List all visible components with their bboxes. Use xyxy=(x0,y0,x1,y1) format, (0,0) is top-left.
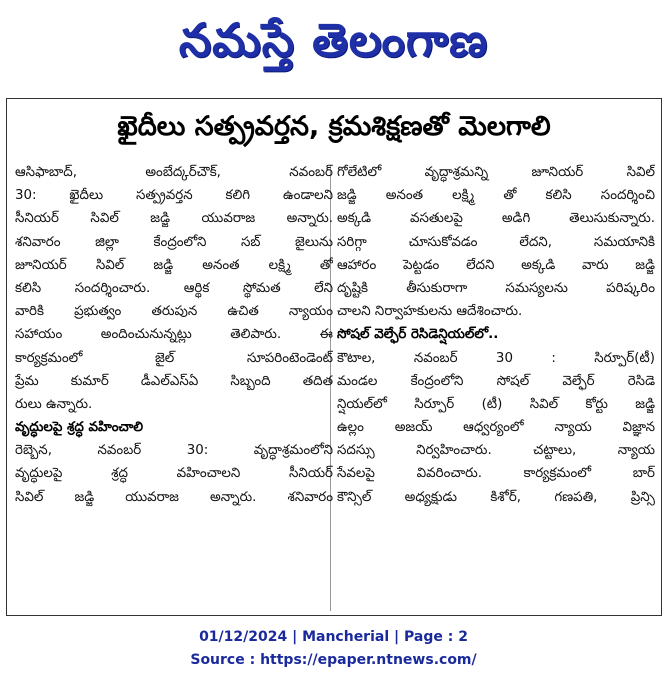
footer-dateline: 01/12/2024 | Mancherial | Page : 2 xyxy=(199,629,468,645)
right-subheading: సోషల్ వెల్ఫేర్ రెసిడెన్షియల్‌లో.. xyxy=(337,327,499,343)
text-line: కలిసి సందర్శించారు. ఆర్థిక స్థోమత లేని xyxy=(15,280,333,296)
text-line: సదస్సు నిర్వహించారు. చట్టాలు, న్యాయ xyxy=(337,443,655,459)
text-line: శనివారం జిల్లా కేంద్రంలోని సబ్ జైలును xyxy=(15,234,333,250)
footer xyxy=(0,626,667,672)
text-line: మండల కేంద్రంలోని సోషల్ వెల్ఫేర్ రెసిడె xyxy=(337,373,655,389)
text-line: కార్యక్రమంలో జైల్ సూపరింటెండెంట్ xyxy=(15,350,333,366)
right-body-2 xyxy=(337,347,655,509)
masthead-title: నమస్తే తెలంగాణ xyxy=(178,13,489,67)
text-line: అక్కడి వసతులపై అడిగి తెలుసుకున్నారు. xyxy=(337,211,655,227)
left-body-2 xyxy=(15,439,333,509)
text-line: వారికి ప్రభుత్వం తరుపున ఉచిత న్యాయం xyxy=(15,304,333,320)
text-line: సరిగ్గా చూసుకోవడం లేదని, సమయానికి xyxy=(337,234,655,250)
right-body xyxy=(337,161,655,323)
article-column-right xyxy=(337,161,655,615)
text-line: కౌటాల, నవంబర్ 30 : సిర్పూర్(టీ) xyxy=(337,350,655,366)
text-line: సహాయం అందించునున్నట్లు తెలిపారు. ఈ xyxy=(15,327,333,343)
text-line: జడ్జి అనంత లక్ష్మి తో కలిసి సందర్శించి xyxy=(337,188,655,204)
text-line: జూనియర్ సివిల్ జడ్జి అనంత లక్ష్మి తో xyxy=(15,257,333,273)
text-line: ఆహారం పెట్టడం లేదని అక్కడి వారు జడ్జి xyxy=(337,257,655,273)
text-line: కౌన్సిల్ అధ్యక్షుడు కిశోర్, గణపతి, ప్రిన్సి xyxy=(337,489,655,505)
masthead xyxy=(0,0,667,92)
left-subheading: వృద్ధులపై శ్రద్ధ వహించాలి xyxy=(15,420,144,436)
text-line: రెబ్బెన, నవంబర్ 30: వృద్ధాశ్రమంలోని xyxy=(15,443,333,459)
text-line: రులు ఉన్నారు. xyxy=(15,396,93,412)
text-line: సివిల్ జడ్జి యువరాజ అన్నారు. శనివారం xyxy=(15,489,333,505)
article-headline: ఖైదీలు సత్ప్రవర్తన, క్రమశిక్షణతో మెలగాలి xyxy=(117,111,551,142)
text-line: దృష్టికి తీసుకురాగా సమస్యలను పరిష్కరిం xyxy=(337,280,655,296)
text-line: చాలని నిర్వాహకులను ఆదేశించారు. xyxy=(337,304,523,320)
text-line: ఉల్లం అజయ్ ఆధ్వర్యంలో న్యాయ విజ్ఞాన xyxy=(337,420,655,436)
left-body xyxy=(15,161,333,416)
text-line: సీనియర్ సివిల్ జడ్జి యువరాజ అన్నారు. xyxy=(15,211,333,227)
text-line: ప్రేమ కుమార్ డీఎల్ఎస్ఏ సిబ్బంది తదిత xyxy=(15,373,333,389)
footer-source: Source : https://epaper.ntnews.com/ xyxy=(190,652,477,668)
text-line: 30: ఖైదీలు సత్ప్రవర్తన కలిగి ఉండాలని xyxy=(15,188,333,204)
text-line: ఆసిఫాబాద్, అంబేద్కర్‌చౌక్, నవంబర్ xyxy=(15,165,333,180)
text-line: గోలేటిలో వృద్ధాశ్రమన్ని జూనియర్ సివిల్ xyxy=(337,165,655,180)
article-column-left xyxy=(15,161,333,615)
text-line: సేవలపై వివరించారు. కార్యక్రమంలో బార్ xyxy=(337,466,655,482)
news-clipping xyxy=(6,98,662,616)
text-line: వృద్ధులపై శ్రద్ధ వహించాలని సీనియర్ xyxy=(15,466,333,482)
text-line: న్షియల్‌లో సిర్పూర్ (టీ) సివిల్ కోర్టు జడ్జి xyxy=(337,396,655,412)
